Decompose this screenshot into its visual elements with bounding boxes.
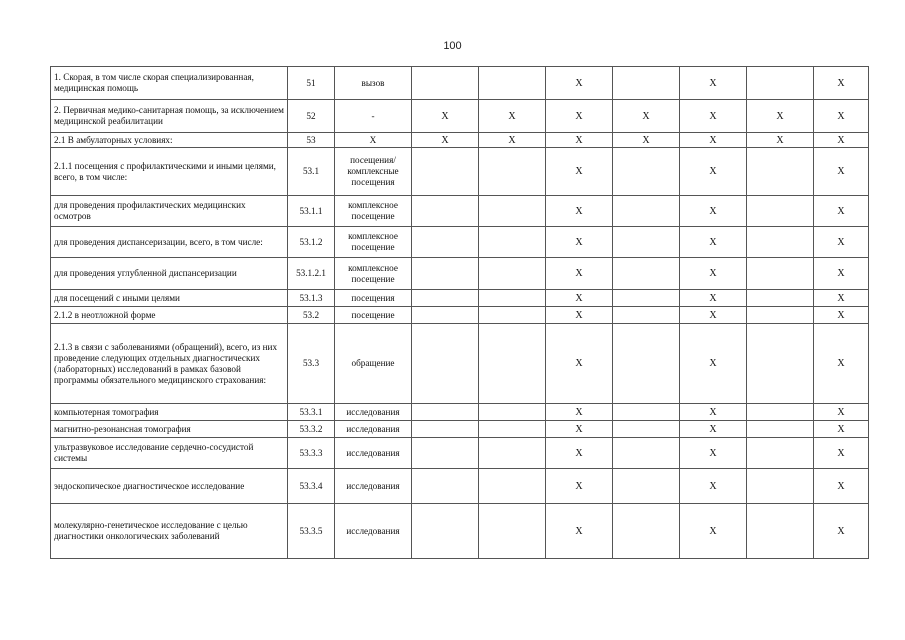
- value-cell: [613, 258, 680, 290]
- value-cell: [412, 148, 479, 196]
- row-code-cell: 53.1.1: [288, 196, 335, 227]
- value-cell: [412, 258, 479, 290]
- row-code-cell: 53.1.2: [288, 227, 335, 258]
- value-cell: X: [680, 227, 747, 258]
- value-cell: [613, 148, 680, 196]
- value-cell: [613, 67, 680, 100]
- value-cell: X: [613, 100, 680, 133]
- value-cell: [412, 438, 479, 469]
- value-cell: [747, 404, 814, 421]
- row-code-cell: 51: [288, 67, 335, 100]
- row-name-cell: молекулярно-генетическое исследование с целью диагностики онкологических заболеваний: [51, 504, 288, 559]
- row-unit-cell: комплексное посещение: [335, 258, 412, 290]
- value-cell: X: [546, 100, 613, 133]
- value-cell: X: [412, 133, 479, 148]
- value-cell: [613, 196, 680, 227]
- value-cell: [613, 227, 680, 258]
- value-cell: [747, 196, 814, 227]
- value-cell: X: [680, 67, 747, 100]
- value-cell: X: [814, 196, 869, 227]
- row-unit-cell: X: [335, 133, 412, 148]
- value-cell: X: [680, 307, 747, 324]
- row-code-cell: 53.1.2.1: [288, 258, 335, 290]
- value-cell: X: [546, 133, 613, 148]
- value-cell: X: [546, 421, 613, 438]
- row-unit-cell: исследования: [335, 438, 412, 469]
- data-table: [50, 66, 869, 559]
- row-unit-cell: -: [335, 100, 412, 133]
- value-cell: [613, 421, 680, 438]
- value-cell: [613, 307, 680, 324]
- value-cell: X: [546, 404, 613, 421]
- value-cell: [479, 469, 546, 504]
- value-cell: [479, 421, 546, 438]
- table-row: [51, 324, 869, 404]
- value-cell: X: [680, 421, 747, 438]
- page-number: 100: [443, 40, 462, 52]
- value-cell: [747, 67, 814, 100]
- value-cell: [747, 148, 814, 196]
- value-cell: [479, 148, 546, 196]
- value-cell: X: [680, 404, 747, 421]
- value-cell: [412, 67, 479, 100]
- row-code-cell: 53: [288, 133, 335, 148]
- table-row: [51, 100, 869, 133]
- value-cell: [479, 290, 546, 307]
- value-cell: X: [546, 258, 613, 290]
- value-cell: [747, 290, 814, 307]
- value-cell: [412, 290, 479, 307]
- value-cell: [479, 258, 546, 290]
- value-cell: X: [814, 504, 869, 559]
- row-unit-cell: комплексное посещение: [335, 227, 412, 258]
- value-cell: X: [680, 148, 747, 196]
- row-code-cell: 53.3: [288, 324, 335, 404]
- value-cell: X: [814, 438, 869, 469]
- value-cell: X: [814, 227, 869, 258]
- row-name-cell: 2.1 В амбулаторных условиях:: [51, 133, 288, 148]
- row-unit-cell: исследования: [335, 404, 412, 421]
- value-cell: [412, 421, 479, 438]
- value-cell: X: [546, 196, 613, 227]
- row-unit-cell: обращение: [335, 324, 412, 404]
- value-cell: X: [814, 290, 869, 307]
- value-cell: X: [680, 324, 747, 404]
- table-row: [51, 67, 869, 100]
- value-cell: [479, 67, 546, 100]
- value-cell: X: [546, 227, 613, 258]
- value-cell: [479, 504, 546, 559]
- value-cell: X: [479, 133, 546, 148]
- value-cell: [412, 404, 479, 421]
- row-code-cell: 53.3.4: [288, 469, 335, 504]
- row-name-cell: магнитно-резонансная томография: [51, 421, 288, 438]
- table-row: [51, 133, 869, 148]
- row-name-cell: 1. Скорая, в том числе скорая специализированная, медицинская помощь: [51, 67, 288, 100]
- value-cell: X: [814, 133, 869, 148]
- table-row: [51, 258, 869, 290]
- value-cell: [412, 196, 479, 227]
- value-cell: [479, 196, 546, 227]
- value-cell: X: [546, 504, 613, 559]
- value-cell: [613, 504, 680, 559]
- value-cell: [412, 324, 479, 404]
- value-cell: X: [814, 421, 869, 438]
- row-name-cell: для посещений с иными целями: [51, 290, 288, 307]
- value-cell: X: [680, 100, 747, 133]
- row-name-cell: ультразвуковое исследование сердечно-сосудистой системы: [51, 438, 288, 469]
- value-cell: [747, 307, 814, 324]
- table-row: [51, 421, 869, 438]
- table-row: [51, 148, 869, 196]
- value-cell: X: [814, 324, 869, 404]
- value-cell: X: [814, 469, 869, 504]
- value-cell: X: [546, 67, 613, 100]
- row-name-cell: для проведения диспансеризации, всего, в том числе:: [51, 227, 288, 258]
- value-cell: [613, 469, 680, 504]
- value-cell: X: [680, 469, 747, 504]
- row-code-cell: 53.3.2: [288, 421, 335, 438]
- value-cell: X: [680, 290, 747, 307]
- table-row: [51, 196, 869, 227]
- value-cell: X: [479, 100, 546, 133]
- value-cell: X: [546, 148, 613, 196]
- value-cell: X: [546, 307, 613, 324]
- row-name-cell: для проведения профилактических медицинских осмотров: [51, 196, 288, 227]
- value-cell: X: [546, 290, 613, 307]
- row-unit-cell: вызов: [335, 67, 412, 100]
- table-row: [51, 469, 869, 504]
- value-cell: [613, 324, 680, 404]
- value-cell: X: [680, 133, 747, 148]
- value-cell: [747, 421, 814, 438]
- value-cell: [747, 504, 814, 559]
- value-cell: [747, 438, 814, 469]
- value-cell: X: [412, 100, 479, 133]
- row-code-cell: 52: [288, 100, 335, 133]
- value-cell: X: [680, 438, 747, 469]
- row-name-cell: для проведения углубленной диспансеризации: [51, 258, 288, 290]
- table-row: [51, 438, 869, 469]
- table-row: [51, 290, 869, 307]
- value-cell: X: [546, 438, 613, 469]
- value-cell: X: [546, 324, 613, 404]
- value-cell: X: [680, 504, 747, 559]
- value-cell: X: [814, 307, 869, 324]
- value-cell: [412, 504, 479, 559]
- value-cell: X: [680, 196, 747, 227]
- value-cell: [412, 307, 479, 324]
- row-code-cell: 53.1.3: [288, 290, 335, 307]
- row-name-cell: 2. Первичная медико-санитарная помощь, за исключением медицинской реабилитации: [51, 100, 288, 133]
- table-row: [51, 307, 869, 324]
- value-cell: X: [680, 258, 747, 290]
- value-cell: X: [814, 100, 869, 133]
- table-row: [51, 404, 869, 421]
- value-cell: [747, 227, 814, 258]
- row-name-cell: 2.1.3 в связи с заболеваниями (обращений), всего, из них проведение следующих отдельных диагностических (лабораторных) исследований в рамках базовой программы обязательного медицинского страхования:: [51, 324, 288, 404]
- value-cell: X: [613, 133, 680, 148]
- row-unit-cell: посещение: [335, 307, 412, 324]
- row-code-cell: 53.3.1: [288, 404, 335, 421]
- value-cell: [613, 290, 680, 307]
- row-unit-cell: посещения: [335, 290, 412, 307]
- table-row: [51, 504, 869, 559]
- value-cell: X: [747, 133, 814, 148]
- row-code-cell: 53.3.5: [288, 504, 335, 559]
- row-name-cell: 2.1.2 в неотложной форме: [51, 307, 288, 324]
- value-cell: X: [814, 404, 869, 421]
- value-cell: X: [747, 100, 814, 133]
- table-row: [51, 227, 869, 258]
- value-cell: [613, 438, 680, 469]
- value-cell: [479, 227, 546, 258]
- value-cell: [747, 258, 814, 290]
- value-cell: [479, 324, 546, 404]
- value-cell: [412, 227, 479, 258]
- value-cell: [412, 469, 479, 504]
- value-cell: [479, 438, 546, 469]
- row-name-cell: эндоскопическое диагностическое исследование: [51, 469, 288, 504]
- value-cell: X: [814, 67, 869, 100]
- value-cell: [747, 469, 814, 504]
- value-cell: X: [814, 148, 869, 196]
- value-cell: X: [814, 258, 869, 290]
- row-unit-cell: исследования: [335, 504, 412, 559]
- row-unit-cell: посещения/комплексные посещения: [335, 148, 412, 196]
- value-cell: [479, 404, 546, 421]
- row-code-cell: 53.3.3: [288, 438, 335, 469]
- row-name-cell: 2.1.1 посещения с профилактическими и иными целями, всего, в том числе:: [51, 148, 288, 196]
- row-code-cell: 53.1: [288, 148, 335, 196]
- row-unit-cell: исследования: [335, 469, 412, 504]
- value-cell: [479, 307, 546, 324]
- row-code-cell: 53.2: [288, 307, 335, 324]
- value-cell: [747, 324, 814, 404]
- row-unit-cell: исследования: [335, 421, 412, 438]
- row-name-cell: компьютерная томография: [51, 404, 288, 421]
- row-unit-cell: комплексное посещение: [335, 196, 412, 227]
- value-cell: X: [546, 469, 613, 504]
- value-cell: [613, 404, 680, 421]
